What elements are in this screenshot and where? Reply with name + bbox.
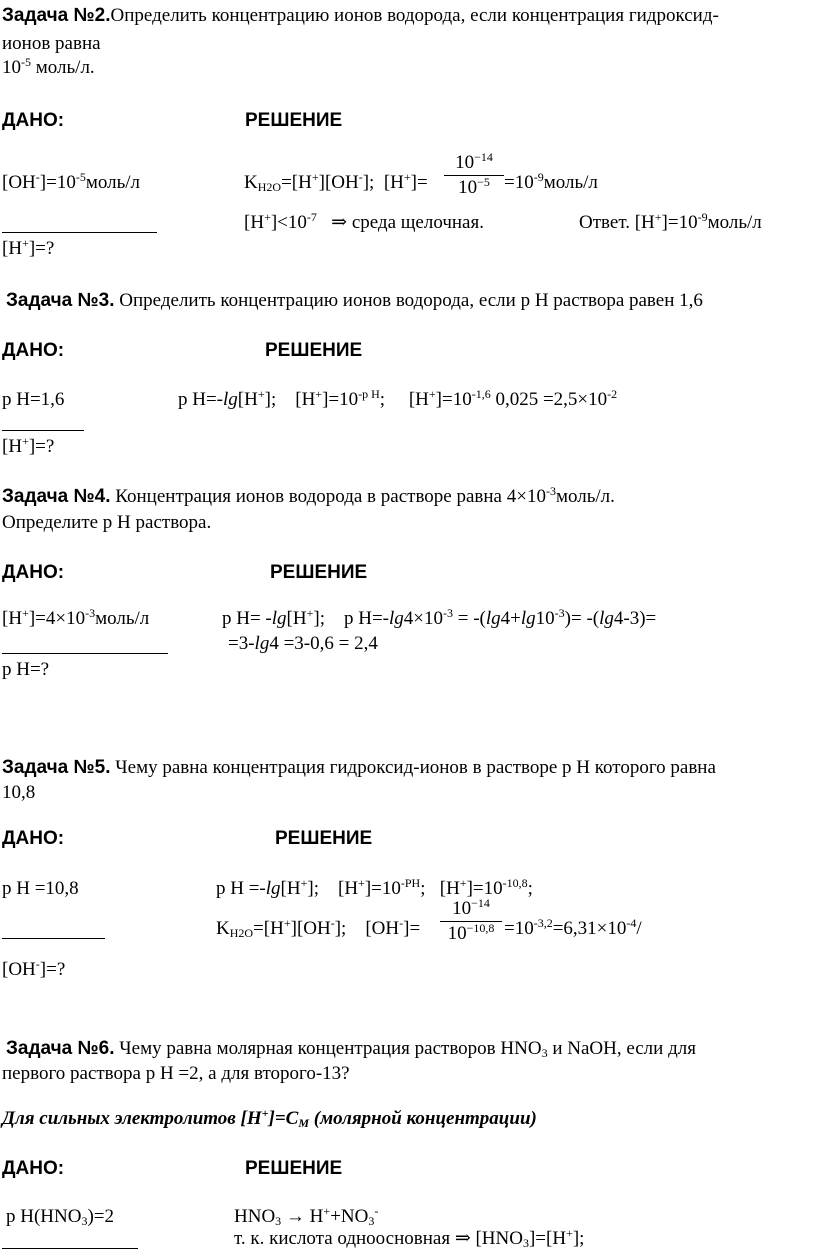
task5-heading-line (2, 757, 716, 779)
task2-text3: моль/л. (35, 57, 95, 78)
task2-title: Задача №2. (2, 5, 111, 26)
task2-result: $=10^{-9}моль/л$ (504, 170, 598, 193)
task4-solution1: р Н= -lg[H+]; р $Н=-\lg 4\times 10^{-3} = -(\lg 4+\lg 10^{-3})= -(\lg 4-3)=$ (222, 606, 657, 629)
task2-frac-bar (444, 175, 504, 176)
task4-text1-unit: моль/л. (555, 486, 615, 507)
task2-text2: ионов равна (2, 33, 101, 54)
task3-text: Определить концентрацию ионов водорода, если р Н раствора равен 1,6 (119, 290, 703, 311)
task5-title: Задача №5. (2, 757, 111, 778)
task2-frac-den: $10^{-5}$ (458, 175, 490, 198)
task6-given-rule (2, 1248, 138, 1249)
task4-text1: Концентрация ионов водорода в растворе равна (115, 486, 502, 507)
task4-solution2: =3-lg4 =3-0,6 = 2,4 (228, 633, 378, 654)
task2-text3-line: $10^{-5}$ моль/л. (2, 55, 95, 78)
task3-given-rule (2, 430, 84, 431)
task2-text1: Определить концентрацию ионов водорода, если концентрация гидроксид- (110, 5, 719, 26)
task2-medium-line: $[H^+]<10^{-7}$ ⇒ среда щелочная. (244, 210, 484, 233)
task5-frac-num: $10^{-14}$ (452, 896, 490, 919)
task6-given-b: )=2 (87, 1206, 115, 1227)
task2-answer-label: Ответ. [H (579, 212, 655, 233)
task5-given: р Н =10,8 (2, 878, 79, 899)
task4-given: $[H^+]=4\times 10^{-3}моль/л$ (2, 606, 150, 629)
task2-find: [H+]=? (2, 236, 55, 259)
task5-solution1: р Н =-lg[H+]; $[H^+]=10^{-PH}$; $[H^+]=10^{-10,8}$; (216, 876, 533, 899)
task5-dano: ДАНО: (2, 828, 65, 849)
task6-text2: первого раствора р Н =2, а для второго-13? (2, 1063, 350, 1084)
task4-find: р Н=? (2, 659, 50, 680)
task6-dissociation: $HNO_3 \to H^++NO_3^-$ (234, 1204, 379, 1228)
task4-given-rule (2, 653, 168, 654)
task3-solution: р Н=-lg[H+]; $[H^+]=10^{-р Н}$; $[H^+]=10^{-1,6}$ $0,025 =2,5\times 10^{-2}$ (178, 387, 618, 410)
task4-heading-line: Задача №4. Концентрация ионов водорода в растворе равна $4\times 10^{-3}моль/л$. (2, 484, 615, 507)
task3-heading-line (6, 290, 703, 312)
task5-text1: Чему равна концентрация гидроксид-ионов в растворе р Н которого равна (115, 757, 716, 778)
task2-fraction (444, 152, 504, 199)
task3-reshenie: РЕШЕНИЕ (265, 340, 363, 361)
task5-text2: 10,8 (2, 782, 36, 803)
task2-frac-num: $10^{-14}$ (455, 150, 493, 173)
task6-given: р $Н(HNO_3)=2$ (6, 1206, 115, 1228)
task6-title: Задача №6. (6, 1038, 115, 1059)
task6-text1: Чему равна молярная концентрация растворов HNO (119, 1038, 542, 1059)
task2-given-oh: $[OH^-]=10^{-5}моль/л$ (2, 170, 141, 193)
task4-reshenie: РЕШЕНИЕ (270, 562, 368, 583)
task2-oh-unit: моль/л (85, 172, 141, 193)
task2-answer-unit: моль/л (707, 212, 762, 233)
task3-given: р Н=1,6 (2, 389, 65, 410)
task4-title: Задача №4. (2, 486, 111, 507)
task2-given-rule (2, 232, 157, 233)
task2-heading-line (2, 5, 719, 27)
task2-result-unit: моль/л (543, 172, 598, 193)
task2-answer: Ответ. $[H^+]=10^{-9}моль/л$ (579, 210, 762, 233)
task3-find: [H+]=? (2, 434, 55, 457)
task6-monobasic-line: т. к. кислота одноосновная ⇒ $[HNO_3]=[H^+]$; (234, 1226, 585, 1250)
task2-kh2o-eq: $K_{H2O}=[H^+][OH^-]$; [H+]= (244, 170, 428, 194)
task2-dano: ДАНО: (2, 110, 65, 131)
task6-strong-text: Для сильных электролитов [H (2, 1108, 262, 1129)
task3-dano: ДАНО: (2, 340, 65, 361)
task6-heading-line: Задача №6. Чему равна молярная концентрация растворов $HNO_3$ и NaOH, если для (6, 1038, 696, 1060)
task6-given-a: р Н(HNO (6, 1206, 82, 1227)
task6-strong-electrolytes: Для сильных электролитов $[H^+]=C_M$ (молярной концентрации) (2, 1106, 537, 1130)
task5-reshenie: РЕШЕНИЕ (275, 828, 373, 849)
task4-dano: ДАНО: (2, 562, 65, 583)
task5-given-rule (2, 938, 105, 939)
task6-strong-text2: (молярной концентрации) (313, 1108, 537, 1129)
task5-kh2o-eq: $K_{H2O}=[H^+][OH^-]$; [OH-]= (216, 916, 421, 940)
task5-frac-den: $10^{-10,8}$ (447, 921, 495, 944)
task4-text2: Определите р Н раствора. (2, 512, 212, 533)
task5-find: [OH-]=? (2, 957, 66, 980)
task6-monobasic: т. к. кислота одноосновная (234, 1228, 451, 1249)
task5-result: $=10^{-3,2}=6,31\times 10^{-4}/$ (504, 916, 642, 939)
task2-medium: среда щелочная. (351, 212, 484, 233)
task6-dano: ДАНО: (2, 1158, 65, 1179)
task2-reshenie: РЕШЕНИЕ (245, 110, 343, 131)
task6-reshenie: РЕШЕНИЕ (245, 1158, 343, 1179)
task4-given-unit: моль/л (95, 608, 150, 629)
task5-fraction (440, 898, 502, 945)
task3-title: Задача №3. (6, 290, 115, 311)
task6-text1-b: и NaOH, если для (552, 1038, 696, 1059)
